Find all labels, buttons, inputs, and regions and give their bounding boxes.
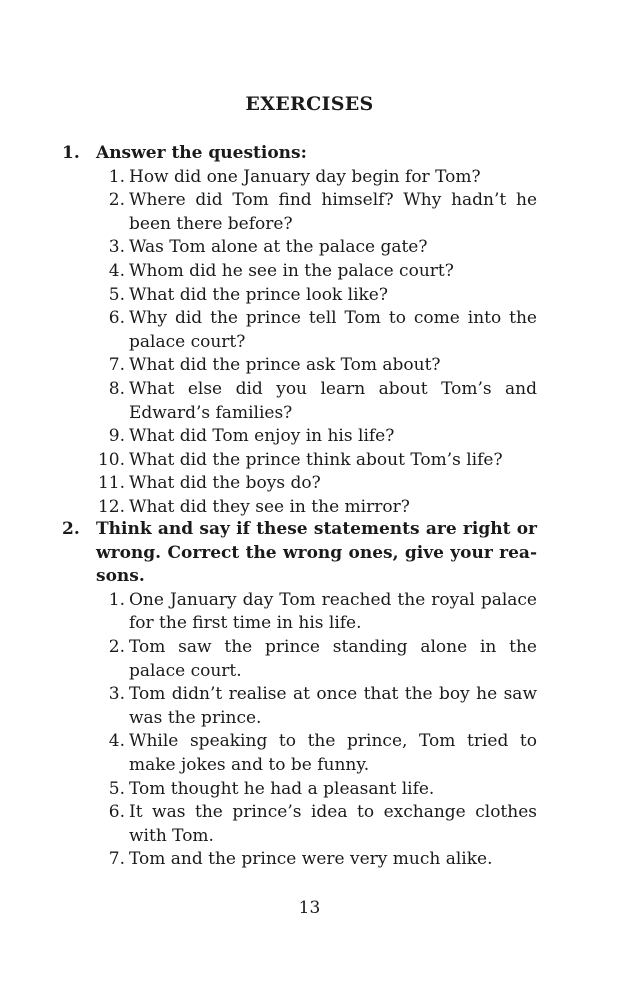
- list-item: [62, 801, 537, 848]
- statement-list: [62, 589, 537, 872]
- item-number: 2.: [108, 190, 125, 211]
- list-item: [62, 730, 537, 777]
- item-text: What else did you learn about Tom’s and Edward’s families?: [129, 378, 537, 423]
- question-list: [62, 166, 537, 520]
- item-text: Tom didn’t realise at once that the boy he saw was the prince.: [129, 684, 537, 728]
- item-text: It was the prince’s idea to exchange clothes with Tom.: [129, 802, 537, 846]
- list-item: [62, 425, 537, 449]
- item-number: 8.: [108, 378, 125, 399]
- page-number: 13: [298, 898, 321, 918]
- item-text: Why did the prince tell Tom to come into the palace court?: [129, 308, 537, 352]
- item-text: Was Tom alone at the palace gate?: [129, 237, 428, 258]
- item-text: One January day Tom reached the royal palace for the first time in his life.: [129, 589, 537, 634]
- item-number: 3.: [108, 684, 125, 705]
- item-number: 5.: [108, 284, 125, 305]
- list-item: [62, 683, 537, 730]
- list-item: [62, 496, 537, 520]
- item-text: What did the prince look like?: [129, 284, 388, 305]
- item-text: Tom saw the prince standing alone in the palace court.: [129, 636, 537, 681]
- exercise-instruction-text: Answer the questions:: [96, 143, 307, 163]
- item-number: 9.: [108, 426, 125, 447]
- list-item: [62, 589, 537, 636]
- list-item: [62, 236, 537, 260]
- item-number: 5.: [108, 778, 125, 799]
- item-number: 3.: [108, 237, 125, 258]
- item-number: 12.: [97, 496, 125, 517]
- item-text: What did Tom enjoy in his life?: [129, 426, 395, 447]
- item-text: Where did Tom find himself? Why hadn’t he been there before?: [129, 190, 537, 234]
- item-text: What did the boys do?: [129, 473, 321, 494]
- list-item: [62, 260, 537, 284]
- list-item: [62, 636, 537, 683]
- exercise-instruction-text: Think and say if these statements are right or wrong. Correct the wrong ones, give your reasons.: [96, 519, 537, 587]
- item-number: 10.: [97, 449, 125, 470]
- exercise-number: 2.: [62, 519, 80, 539]
- item-number: 6.: [108, 802, 125, 823]
- item-text: Whom did he see in the palace court?: [129, 260, 454, 281]
- exercise-number: 1.: [62, 143, 80, 163]
- item-text: Tom and the prince were very much alike.: [129, 849, 493, 870]
- item-text: While speaking to the prince, Tom tried to make jokes and to be funny.: [129, 731, 537, 775]
- list-item: [62, 307, 537, 354]
- item-number: 11.: [97, 473, 125, 494]
- item-number: 7.: [108, 355, 125, 376]
- item-text: What did they see in the mirror?: [129, 496, 410, 517]
- list-item: [62, 472, 537, 496]
- exercise-2: [62, 518, 537, 872]
- item-number: 6.: [108, 308, 125, 329]
- list-item: [62, 166, 537, 190]
- list-item: [62, 284, 537, 308]
- exercise-1: [62, 142, 537, 520]
- item-number: 4.: [108, 260, 125, 281]
- item-number: 1.: [108, 589, 125, 610]
- exercise-instruction: [62, 142, 537, 166]
- list-item: [62, 778, 537, 802]
- item-text: Tom thought he had a pleasant life.: [129, 778, 435, 799]
- list-item: [62, 848, 537, 872]
- list-item: [62, 449, 537, 473]
- item-text: What did the prince think about Tom’s life?: [129, 449, 503, 470]
- page-title: EXERCISES: [245, 93, 374, 115]
- exercise-instruction: [62, 518, 537, 589]
- item-number: 4.: [108, 731, 125, 752]
- list-item: [62, 378, 537, 425]
- item-number: 2.: [108, 636, 125, 657]
- item-text: How did one January day begin for Tom?: [129, 166, 481, 187]
- list-item: [62, 189, 537, 236]
- item-number: 7.: [108, 849, 125, 870]
- item-number: 1.: [108, 166, 125, 187]
- item-text: What did the prince ask Tom about?: [129, 355, 441, 376]
- list-item: [62, 354, 537, 378]
